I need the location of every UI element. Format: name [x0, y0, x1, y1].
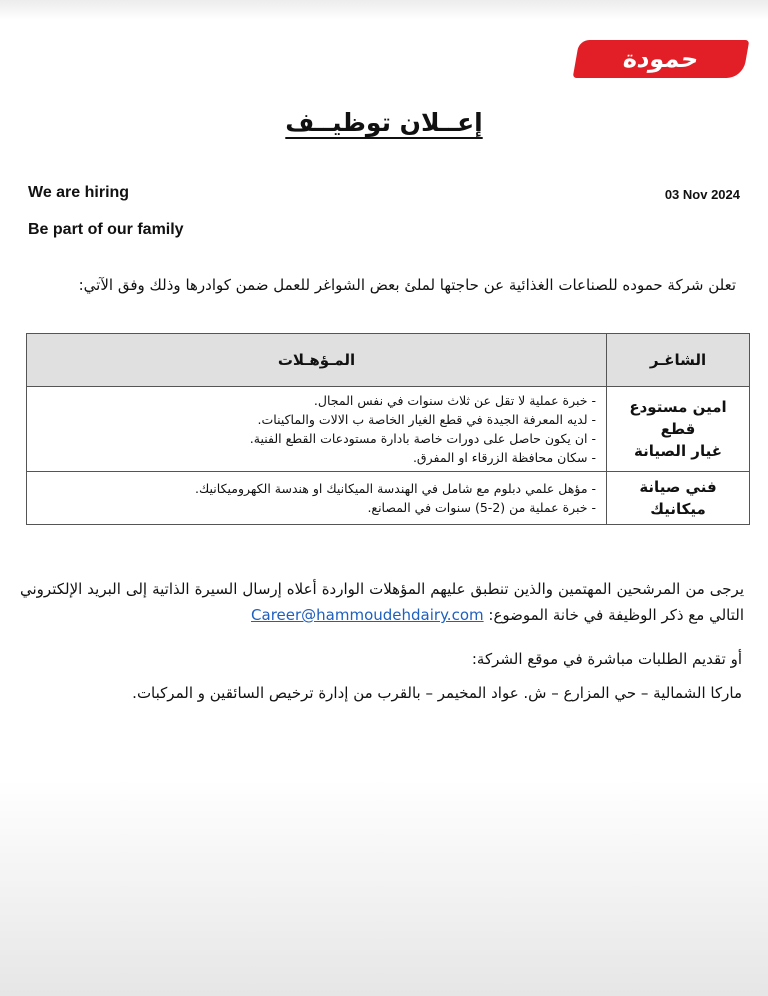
company-address: ماركا الشمالية – حي المزارع – ش. عواد المخيمر – بالقرب من إدارة ترخيص السائقين و المركبات.: [132, 684, 742, 702]
application-instructions: [20, 576, 744, 628]
table-row: [27, 472, 750, 525]
table-header-row: [27, 334, 750, 387]
family-subheading: Be part of our family: [28, 221, 184, 238]
qualification-item: - خبرة عملية من (2-5) سنوات في المصانع.: [367, 500, 596, 515]
qualification-item: - مؤهل علمي دبلوم مع شامل في الهندسة الميكانيك او هندسة الكهروميكانيك.: [195, 481, 596, 496]
job-title-line: ميكانيك: [650, 500, 706, 518]
intro-text: تعلن شركة حموده للصناعات الغذائية عن حاجتها لملئ بعض الشواغر للعمل ضمن كوادرها وذلك وفق الآتي:: [78, 276, 736, 294]
email-link[interactable]: Career@hammoudehdairy.com: [251, 606, 484, 624]
hiring-heading: We are hiring: [28, 184, 130, 201]
vacancies-table: [26, 333, 750, 525]
page-title: إعــلان توظيــف: [285, 108, 483, 137]
job-title-line: امين مستودع قطع: [629, 398, 727, 438]
job-title-line: غيار الصيانة: [634, 442, 722, 460]
qualification-item: - سكان محافظة الزرقاء او المفرق.: [412, 450, 596, 465]
header-qualifications: المـؤهـلات: [27, 334, 607, 387]
qualification-item: - ان يكون حاصل على دورات خاصة بادارة مستودعات القطع الفنية.: [249, 431, 596, 446]
apply-in-person-text: أو تقديم الطلبات مباشرة في موقع الشركة:: [471, 650, 742, 668]
company-logo: [573, 40, 750, 78]
logo-text: حمودة: [621, 45, 701, 73]
qualification-item: - لديه المعرفة الجيدة في قطع الغيار الخاصة ب الالات والماكينات.: [257, 412, 596, 427]
table-row: [27, 387, 750, 472]
job-title-cell: [607, 472, 750, 525]
job-title-line: فني صيانة: [639, 478, 717, 496]
qualification-item: - خبرة عملية لا تقل عن ثلاث سنوات في نفس المجال.: [313, 393, 596, 408]
announcement-date: 03 Nov 2024: [664, 187, 740, 202]
qualifications-cell: [27, 472, 607, 525]
header-job: الشاغـر: [607, 334, 750, 387]
job-title-cell: [607, 387, 750, 472]
instructions-text: يرجى من المرشحين المهتمين والذين تنطبق عليهم المؤهلات الواردة أعلاه إرسال السيرة الذاتية إلى البريد الإلكتروني التالي مع ذكر الوظيفة في خانة الموضوع:: [20, 580, 744, 624]
qualifications-cell: [27, 387, 607, 472]
